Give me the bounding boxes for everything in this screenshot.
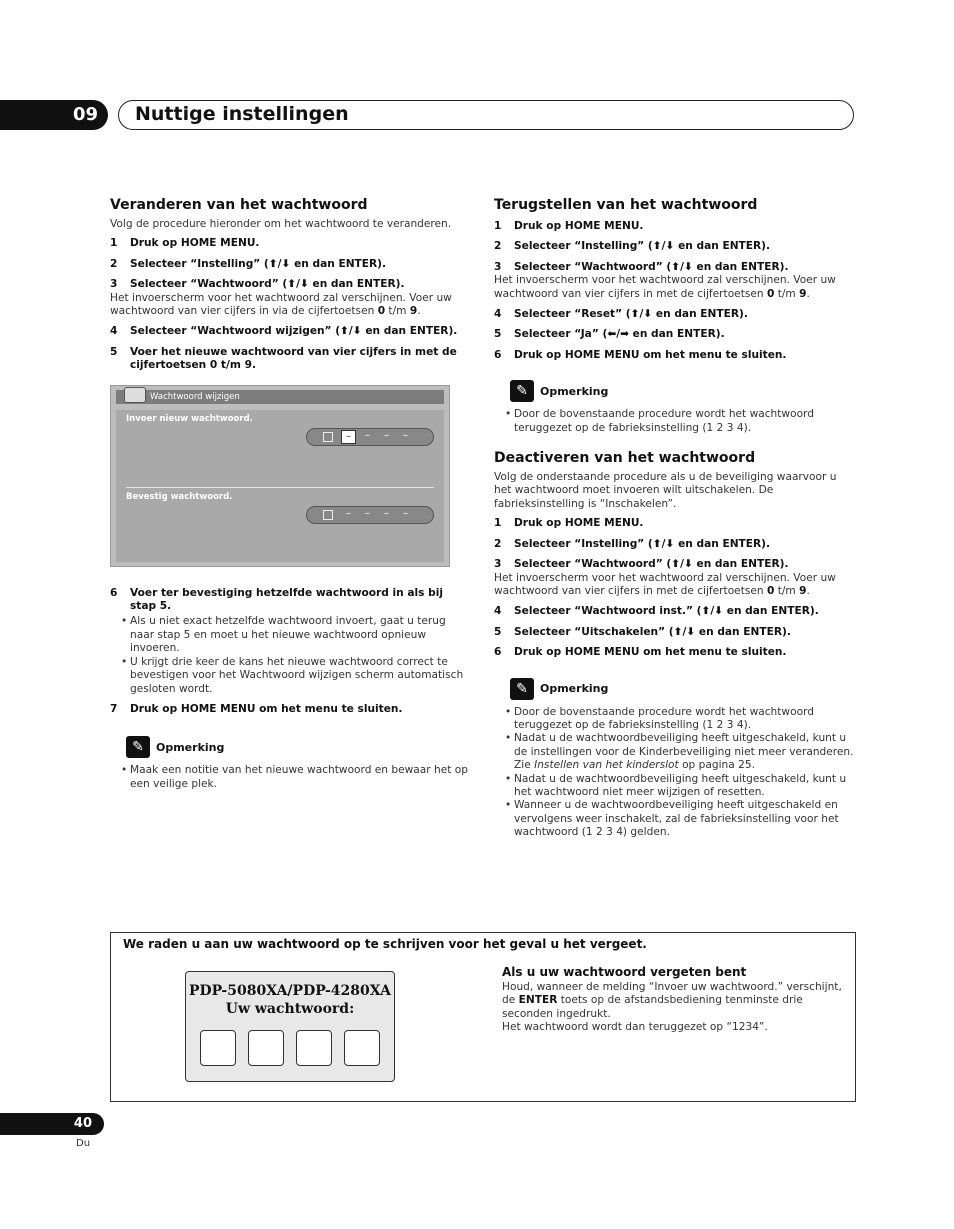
digit-slot: – bbox=[384, 507, 389, 519]
list-item: • Wanneer u de wachtwoordbeveiliging heeft uitgeschakeld en vervolgens weer inschakelt, zal de fabrieksinstelling voor het wachtwoord (1 2 3 4) gelden. bbox=[494, 799, 856, 839]
note-bullets bbox=[494, 408, 856, 435]
password-tip-box bbox=[110, 932, 856, 1102]
forgot-heading: Als u uw wachtwoord vergeten bent bbox=[502, 965, 747, 979]
confirm-password-label: Bevestig wachtwoord. bbox=[126, 491, 233, 502]
pencil-icon: ✎ bbox=[510, 678, 534, 700]
step: 4 Selecteer “Reset” (⬆/⬇ en dan ENTER). bbox=[494, 308, 748, 321]
password-change-screen bbox=[110, 385, 450, 567]
model-line: PDP-5080XA/PDP-4280XA bbox=[189, 983, 391, 999]
list-item: • Door de bovenstaande procedure wordt het wachtwoord teruggezet op de fabrieksinstelling (1 2 3 4). bbox=[494, 408, 856, 435]
step: 1 Druk op HOME MENU. bbox=[494, 220, 644, 232]
confirm-password-field bbox=[306, 506, 434, 524]
screen-title-bar bbox=[116, 390, 444, 404]
pencil-icon: ✎ bbox=[126, 736, 150, 758]
new-password-field bbox=[306, 428, 434, 446]
step: 5 Voer het nieuwe wachtwoord van vier cijfers in met de cijfertoetsen 0 t/m 9. bbox=[110, 345, 457, 372]
list-item: • Nadat u de wachtwoordbeveiliging heeft uitgeschakeld, kunt u het wachtwoord niet meer wijzigen of resetten. bbox=[494, 773, 856, 800]
step: 6 Druk op HOME MENU om het menu te sluiten. bbox=[494, 646, 787, 659]
tip-title: We raden u aan uw wachtwoord op te schrijven voor het geval u het vergeet. bbox=[123, 937, 647, 951]
step-description: Het invoerscherm voor het wachtwoord zal verschijnen. Voer uw wachtwoord van vier cijfers in via de cijfertoetsen 0 t/m 9. bbox=[110, 291, 452, 318]
forgot-paragraph: Het wachtwoord wordt dan teruggezet op “1234”. bbox=[502, 1021, 768, 1034]
menu-icon bbox=[124, 387, 146, 403]
step: 3 Selecteer “Wachtwoord” (⬆/⬇ en dan ENTER). bbox=[494, 558, 789, 571]
section-heading-deactivate-password: Deactiveren van het wachtwoord bbox=[494, 450, 756, 467]
pencil-icon: ✎ bbox=[510, 380, 534, 402]
digit-slot: – bbox=[365, 429, 370, 441]
step: 6 Druk op HOME MENU om het menu te sluiten. bbox=[494, 348, 787, 361]
divider bbox=[126, 487, 434, 488]
screen-title: Wachtwoord wijzigen bbox=[150, 391, 240, 402]
note-header: ✎ Opmerking bbox=[126, 736, 472, 758]
new-password-label: Invoer nieuw wachtwoord. bbox=[126, 413, 253, 424]
step: 4 Selecteer “Wachtwoord wijzigen” (⬆/⬇ en dan ENTER). bbox=[110, 325, 458, 338]
list-item: • Door de bovenstaande procedure wordt het wachtwoord teruggezet op de fabrieksinstelling (1 2 3 4). bbox=[494, 706, 856, 733]
step-description: Het invoerscherm voor het wachtwoord zal verschijnen. Voer uw wachtwoord van vier cijfers in met de cijfertoetsen 0 t/m 9. bbox=[494, 571, 836, 597]
note-header: ✎ Opmerking bbox=[510, 678, 856, 700]
password-card bbox=[185, 971, 395, 1082]
left-column bbox=[110, 196, 472, 791]
screen-body bbox=[116, 410, 444, 562]
right-column bbox=[494, 196, 856, 840]
password-box bbox=[344, 1030, 380, 1066]
password-line: Uw wachtwoord: bbox=[225, 1001, 355, 1017]
digit-slot: – bbox=[341, 430, 356, 444]
step: 2 Selecteer “Instelling” (⬆/⬇ en dan ENTER). bbox=[494, 240, 771, 253]
chapter-number-badge: 09 bbox=[0, 100, 108, 130]
step: 5 Selecteer “Ja” (⬅/➡ en dan ENTER). bbox=[494, 328, 725, 341]
step: 1 Druk op HOME MENU. bbox=[110, 237, 260, 250]
digit-slot: – bbox=[365, 507, 370, 519]
step-description: Het invoerscherm voor het wachtwoord zal verschijnen. Voer uw wachtwoord van vier cijfers in met de cijfertoetsen 0 t/m 9. bbox=[494, 274, 836, 300]
keypad-icon bbox=[323, 432, 333, 442]
step: 2 Selecteer “Instelling” (⬆/⬇ en dan ENTER). bbox=[110, 257, 387, 270]
forgot-password-section bbox=[502, 965, 842, 1035]
section-intro: Volg de onderstaande procedure als u de beveiliging waarvoor u het wachtwoord moet invoeren wilt uitschakelen. De fabrieksinstelling is “Inschakelen”. bbox=[494, 471, 837, 510]
step: 3 Selecteer “Wachtwoord” (⬆/⬇ en dan ENTER). bbox=[110, 278, 405, 291]
step: 2 Selecteer “Instelling” (⬆/⬇ en dan ENTER). bbox=[494, 537, 771, 550]
password-boxes bbox=[186, 1030, 394, 1066]
page-number: 40 bbox=[0, 1113, 104, 1135]
list-item: • Nadat u de wachtwoordbeveiliging heeft uitgeschakeld, kunt u de instellingen voor de Kinderbeveiliging niet meer veranderen. Zie Instellen van het kinderslot op pagina 25. bbox=[494, 732, 856, 772]
chapter-title: Nuttige instellingen bbox=[118, 100, 854, 130]
forgot-paragraph: Houd, wanneer de melding “Invoer uw wachtwoord.” verschijnt, de ENTER toets op de afstandsbediening tenminste drie seconden ingedrukt. bbox=[502, 981, 842, 1020]
keypad-icon bbox=[323, 510, 333, 520]
note-bullets bbox=[494, 706, 856, 840]
step: 6 Voer ter bevestiging hetzelfde wachtwoord in als bij stap 5. bbox=[110, 586, 444, 613]
list-item: • Maak een notitie van het nieuwe wachtwoord en bewaar het op een veilige plek. bbox=[110, 764, 472, 791]
step: 4 Selecteer “Wachtwoord inst.” (⬆/⬇ en dan ENTER). bbox=[494, 605, 819, 618]
digit-slot: – bbox=[403, 507, 408, 519]
password-box bbox=[200, 1030, 236, 1066]
password-box bbox=[248, 1030, 284, 1066]
step: 3 Selecteer “Wachtwoord” (⬆/⬇ en dan ENTER). bbox=[494, 260, 789, 273]
section-heading-change-password: Veranderen van het wachtwoord bbox=[110, 197, 368, 213]
note-bullets bbox=[110, 764, 472, 791]
list-item: • Als u niet exact hetzelfde wachtwoord invoert, gaat u terug naar stap 5 en moet u het nieuwe wachtwoord opnieuw invoeren. bbox=[110, 615, 472, 655]
digit-slot: – bbox=[346, 507, 351, 519]
language-code: Du bbox=[76, 1138, 91, 1149]
section-heading-reset-password: Terugstellen van het wachtwoord bbox=[494, 197, 758, 213]
step-bullets bbox=[110, 615, 472, 695]
step: 7 Druk op HOME MENU om het menu te sluiten. bbox=[110, 702, 403, 715]
note-header: ✎ Opmerking bbox=[510, 380, 856, 402]
password-box bbox=[296, 1030, 332, 1066]
digit-slot: – bbox=[384, 429, 389, 441]
step: 5 Selecteer “Uitschakelen” (⬆/⬇ en dan ENTER). bbox=[494, 625, 791, 638]
section-intro: Volg de procedure hieronder om het wachtwoord te veranderen. bbox=[110, 218, 452, 230]
step: 1 Druk op HOME MENU. bbox=[494, 517, 644, 530]
digit-slot: – bbox=[403, 429, 408, 441]
list-item: • U krijgt drie keer de kans het nieuwe wachtwoord correct te bevestigen voor het Wachtwoord wijzigen scherm automatisch gesloten wordt. bbox=[110, 656, 472, 696]
